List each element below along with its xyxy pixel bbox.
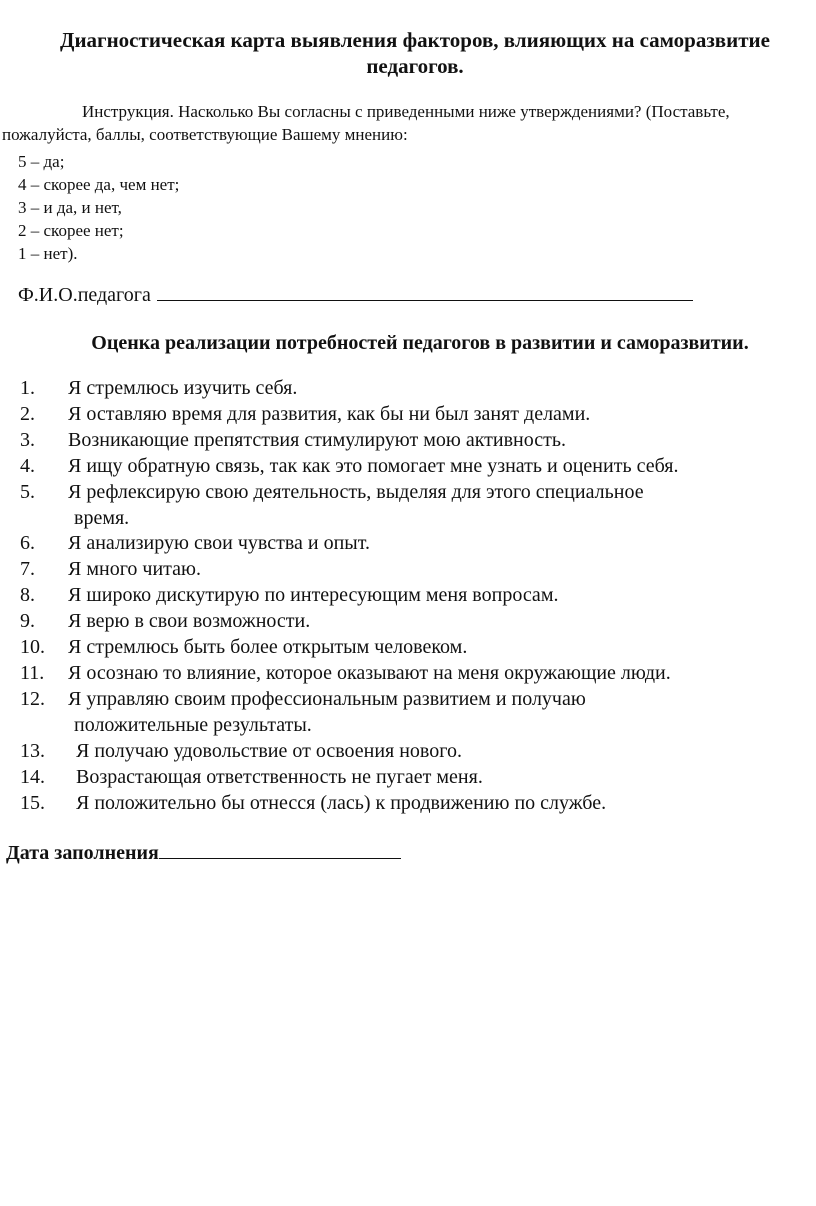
statement-text: Я рефлексирую свою деятельность, выделяя для этого специальное <box>68 480 644 503</box>
statement-item <box>0 687 816 739</box>
statement-number: 3. <box>20 428 35 451</box>
statement-item <box>0 480 816 532</box>
statement-number: 5. <box>20 480 35 503</box>
statement-number: 10. <box>20 636 45 659</box>
teacher-name-field <box>18 280 693 307</box>
rating-scale <box>18 150 179 265</box>
section-title: Оценка реализации потребностей педагогов в развитии и саморазвитии. <box>91 332 749 354</box>
statement-text-block <box>68 557 201 583</box>
statement-text: Я ищу обратную связь, так как это помогает мне узнать и оценить себя. <box>68 454 679 477</box>
statement-text: Я верю в свои возможности. <box>68 610 311 633</box>
statement-item <box>0 765 816 791</box>
statement-text: Я осознаю то влияние, которое оказывают на меня окружающие люди. <box>68 661 671 684</box>
statement-text-continuation: положительные результаты. <box>74 713 312 736</box>
statement-number: 13. <box>20 739 45 762</box>
statement-text-block <box>68 661 671 687</box>
statement-text-block <box>68 739 462 765</box>
statement-number: 2. <box>20 402 35 425</box>
statement-text-block <box>68 376 297 402</box>
statement-number: 15. <box>20 791 45 814</box>
statement-number: 4. <box>20 454 35 477</box>
statement-number: 8. <box>20 584 35 607</box>
statement-text: Я широко дискутирую по интересующим меня вопросам. <box>68 584 559 607</box>
statement-text-block <box>68 583 558 609</box>
statement-text-block <box>68 531 370 557</box>
statement-number: 6. <box>20 532 35 555</box>
statement-number: 14. <box>20 765 45 788</box>
statement-item <box>0 609 816 635</box>
statement-text-block <box>68 454 678 480</box>
statement-item <box>0 531 816 557</box>
statement-text: Я стремлюсь изучить себя. <box>68 377 298 399</box>
statement-item <box>0 557 816 583</box>
statement-item <box>0 739 816 765</box>
statement-text: Я много читаю. <box>68 558 201 581</box>
statement-text-block <box>68 791 606 817</box>
statement-text-block <box>68 609 310 635</box>
statement-text-block <box>68 635 467 661</box>
scale-item: 1 – нет). <box>18 244 78 263</box>
statement-text-block <box>68 765 483 791</box>
statement-number: 1. <box>20 377 35 399</box>
teacher-name-label: Ф.И.О.педагога <box>18 284 151 306</box>
statement-item <box>0 454 816 480</box>
scale-item: 5 – да; <box>18 152 65 171</box>
statement-list <box>0 376 816 816</box>
statement-number: 7. <box>20 558 35 581</box>
statement-text: Я управляю своим профессиональным развитием и получаю <box>68 687 586 710</box>
statement-item <box>0 376 816 402</box>
statement-text-block <box>68 687 586 739</box>
statement-text: Я получаю удовольствие от освоения нового. <box>76 739 462 762</box>
statement-item <box>0 661 816 687</box>
statement-text: Я анализирую свои чувства и опыт. <box>68 532 370 555</box>
statement-text-block <box>68 402 590 428</box>
scale-item: 4 – скорее да, чем нет; <box>18 175 180 194</box>
fill-date-blank-line <box>159 838 401 859</box>
statement-text: Я оставляю время для развития, как бы ни был занят делами. <box>68 402 591 425</box>
statement-item <box>0 583 816 609</box>
statement-item <box>0 791 816 817</box>
fill-date-field <box>6 838 401 865</box>
statement-item <box>0 635 816 661</box>
teacher-name-blank-line <box>157 280 693 301</box>
statement-text: Я положительно бы отнесся (лась) к продвижению по службе. <box>76 791 607 814</box>
statement-text-continuation: время. <box>74 506 130 529</box>
document-title: Диагностическая карта выявления факторов, влияющих на саморазвитие педагогов. <box>60 28 770 78</box>
scale-item: 3 – и да, и нет, <box>18 198 122 217</box>
fill-date-label: Дата заполнения <box>6 842 159 864</box>
statement-text-block <box>68 428 566 454</box>
statement-item <box>0 402 816 428</box>
statement-text-block <box>68 480 644 532</box>
scale-item: 2 – скорее нет; <box>18 221 124 240</box>
statement-text: Возникающие препятствия стимулируют мою активность. <box>68 428 566 451</box>
instruction-text: Инструкция. Насколько Вы согласны с приведенными ниже утверждениями? (Поставьте, пожалуйста, баллы, соответствующие Вашему мнению: <box>2 102 730 144</box>
statement-text: Возрастающая ответственность не пугает меня. <box>76 765 483 788</box>
statement-number: 9. <box>20 610 35 633</box>
statement-number: 11. <box>20 661 45 684</box>
statement-item <box>0 428 816 454</box>
statement-number: 12. <box>20 687 45 710</box>
statement-text: Я стремлюсь быть более открытым человеком. <box>68 636 468 659</box>
